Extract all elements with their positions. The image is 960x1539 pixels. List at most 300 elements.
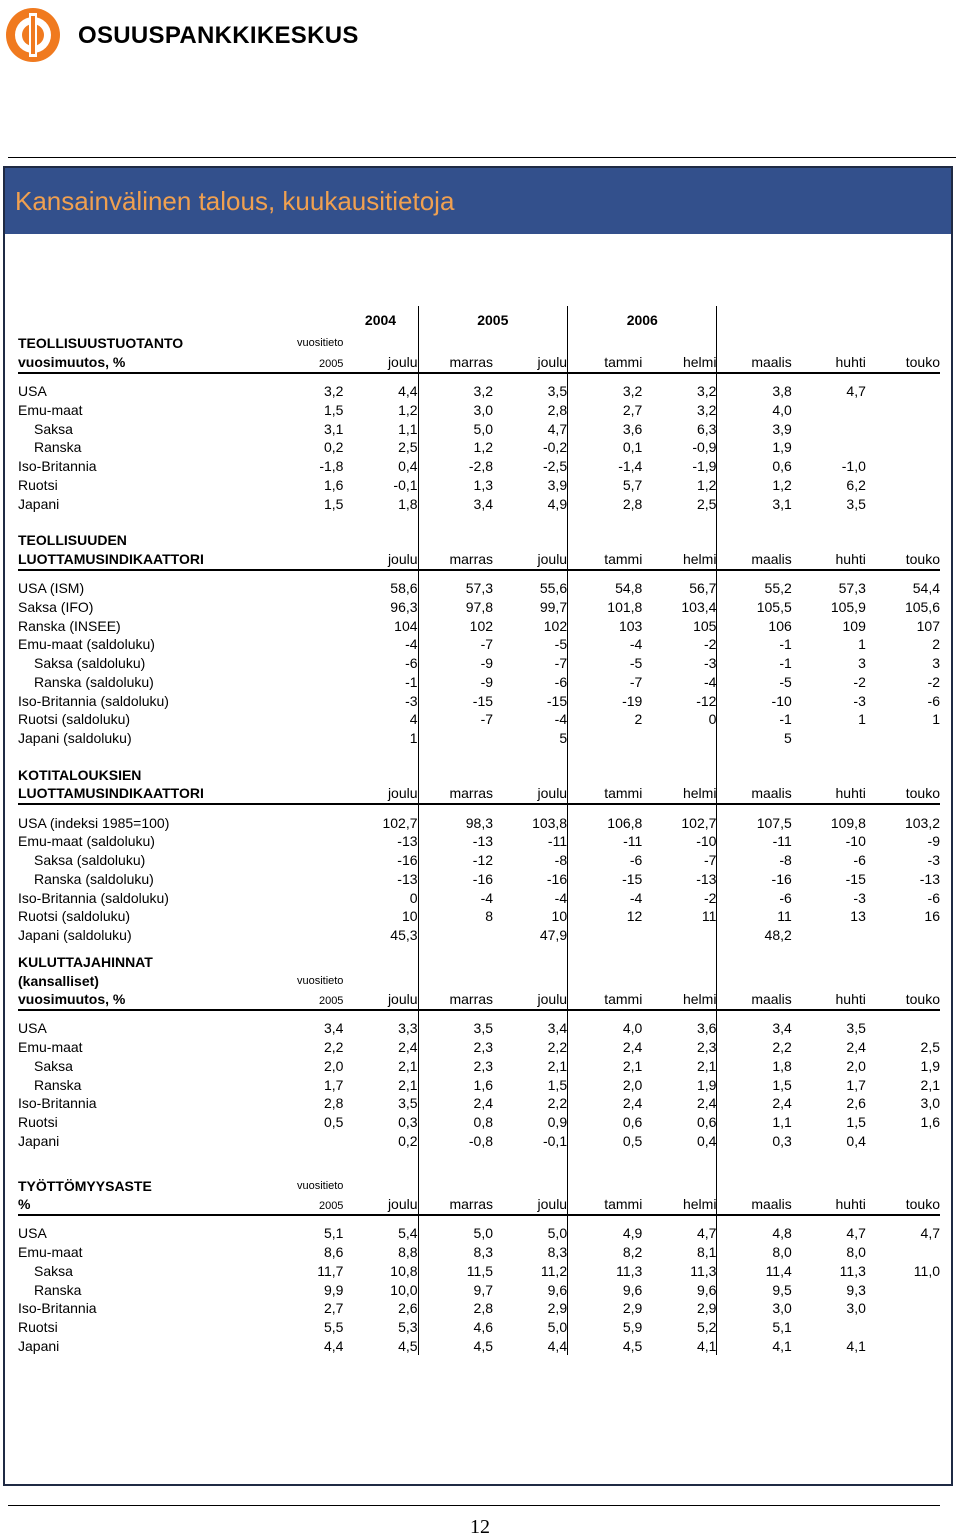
spacer — [282, 373, 343, 382]
table-cell: 4,4 — [343, 382, 418, 401]
table-row — [18, 1019, 940, 1038]
spacer — [866, 306, 940, 334]
table-cell: 1,2 — [473, 439, 494, 456]
table-cell: 5 — [783, 730, 792, 747]
spacer — [18, 1010, 282, 1019]
table-cell: 16 — [924, 908, 940, 925]
table-cell — [866, 401, 940, 420]
annual-header: vuositieto — [296, 974, 344, 987]
table-row — [18, 1262, 940, 1281]
table-row — [18, 691, 940, 710]
table-cell — [866, 1299, 940, 1318]
table-cell: 2,4 — [622, 1095, 643, 1112]
month-header: marras — [418, 784, 493, 804]
table-cell: 11,0 — [913, 1262, 940, 1279]
row-label: Ruotsi (saldoluku) — [18, 711, 131, 728]
annual-value — [282, 710, 343, 729]
table-cell: -4 — [343, 635, 418, 654]
empty-cell — [568, 766, 643, 785]
table-cell: 5,0 — [493, 1224, 568, 1243]
table-cell: 4,7 — [846, 383, 866, 400]
table-cell: 103,4 — [642, 598, 717, 617]
table-cell: 2,1 — [920, 1076, 940, 1093]
row-label: Ruotsi — [18, 1114, 58, 1131]
row-label: Emu-maat — [18, 1039, 83, 1056]
table-cell: 4,1 — [772, 1337, 792, 1354]
table-cell: -6 — [779, 889, 792, 906]
page-header — [0, 0, 960, 70]
spacer — [282, 306, 343, 334]
spacer — [568, 1168, 643, 1176]
section-title-row — [18, 334, 940, 353]
table-cell: 106 — [768, 617, 792, 634]
table-cell — [866, 382, 940, 401]
table-cell: -4 — [493, 888, 568, 907]
table-row — [18, 673, 940, 692]
table-cell — [568, 729, 643, 748]
section-title: (kansalliset) — [18, 972, 99, 989]
table-cell: 103 — [618, 617, 643, 634]
table-cell: 11,3 — [642, 1262, 717, 1281]
annual-value — [282, 635, 343, 654]
spacer — [866, 1010, 940, 1019]
empty-cell — [568, 531, 643, 550]
table-cell: -3 — [343, 691, 418, 710]
table-cell: 2,4 — [343, 1038, 418, 1057]
table-cell — [866, 476, 940, 495]
table-cell — [866, 1280, 940, 1299]
section-header-row — [18, 550, 940, 570]
table-cell: -6 — [629, 852, 643, 869]
table-cell: -9 — [480, 673, 494, 690]
table-row — [18, 382, 940, 401]
table-row — [18, 635, 940, 654]
annual-value: 1,6 — [323, 476, 344, 493]
table-cell: -9 — [480, 655, 494, 672]
table-cell: -7 — [629, 673, 643, 690]
empty-cell — [717, 1176, 792, 1195]
table-cell — [792, 926, 866, 945]
table-cell: 107 — [916, 617, 940, 634]
table-cell: 10 — [493, 907, 568, 926]
table-cell: 8,0 — [846, 1244, 866, 1261]
spacer — [343, 513, 418, 531]
table-cell: 54,8 — [615, 580, 643, 597]
spacer — [717, 373, 792, 382]
table-cell: 54,4 — [912, 580, 940, 597]
spacer — [792, 513, 866, 531]
spacer — [493, 748, 568, 766]
table-cell — [866, 457, 940, 476]
row-label: USA — [18, 1020, 47, 1037]
table-cell: 3,6 — [642, 1019, 717, 1038]
month-header: maalis — [717, 550, 792, 570]
section-title: TEOLLISUUDEN — [18, 532, 127, 549]
spacer — [568, 373, 643, 382]
spacer — [568, 1215, 643, 1224]
table-cell: 10,8 — [343, 1262, 418, 1281]
spacer — [568, 513, 643, 531]
annual-value: 0,2 — [323, 439, 344, 456]
table-cell: 1,9 — [920, 1057, 940, 1074]
empty-cell — [792, 766, 866, 785]
row-label: Emu-maat — [18, 1244, 83, 1261]
spacer — [493, 1010, 568, 1019]
table-cell: -16 — [472, 870, 494, 887]
table-cell: 3,6 — [622, 420, 643, 437]
table-cell: 45,3 — [343, 926, 418, 945]
table-cell: -1,0 — [841, 458, 866, 475]
table-cell — [792, 729, 866, 748]
spacer — [18, 1168, 282, 1176]
table-cell: 2,8 — [622, 495, 643, 512]
row-label: Saksa (saldoluku) — [34, 655, 146, 672]
annual-header — [282, 953, 343, 972]
month-header: marras — [418, 353, 493, 373]
month-header: tammi — [568, 1195, 643, 1215]
table-row — [18, 1132, 940, 1151]
table-cell: 3,3 — [343, 1019, 418, 1038]
section-title: KULUTTAJAHINNAT — [18, 953, 153, 970]
table-cell — [568, 926, 643, 945]
annual-value: 3,1 — [323, 420, 344, 437]
table-cell: -8 — [779, 852, 792, 869]
spacer — [568, 748, 643, 766]
empty-cell — [418, 334, 493, 353]
table-cell: 97,8 — [465, 598, 494, 615]
empty-cell — [343, 334, 418, 353]
table-cell: 2,1 — [343, 1057, 418, 1076]
row-label: Saksa — [34, 420, 73, 437]
spacer — [282, 1215, 343, 1224]
empty-cell — [642, 334, 717, 353]
table-cell: 1,9 — [772, 439, 792, 456]
table-cell: 3,0 — [920, 1095, 940, 1112]
row-label: Japani (saldoluku) — [18, 927, 132, 944]
table-row — [18, 926, 940, 945]
annual-value — [282, 691, 343, 710]
table-row — [18, 419, 940, 438]
table-cell: -5 — [629, 655, 643, 672]
section-header-row — [18, 353, 940, 373]
table-cell: 2,4 — [846, 1039, 866, 1056]
table-cell: -2 — [927, 673, 940, 690]
annual-value — [282, 888, 343, 907]
table-cell: 58,6 — [343, 579, 418, 598]
op-logo-icon — [6, 8, 60, 62]
row-label: Ranska (saldoluku) — [34, 870, 154, 887]
table-cell — [866, 494, 940, 513]
table-row — [18, 888, 940, 907]
table-cell: 1,3 — [473, 476, 494, 493]
table-cell — [418, 926, 493, 945]
table-cell: 5,1 — [772, 1319, 792, 1336]
table-cell: 8,3 — [473, 1244, 494, 1261]
table-cell — [866, 1132, 940, 1151]
annual-value — [282, 598, 343, 617]
table-cell: 1,7 — [846, 1076, 866, 1093]
table-row — [18, 1280, 940, 1299]
month-header: helmi — [642, 990, 717, 1010]
spacer — [18, 373, 282, 382]
table-cell: 107,5 — [756, 814, 792, 831]
table-row — [18, 1113, 940, 1132]
row-label: Saksa (saldoluku) — [34, 852, 146, 869]
table-cell: 55,2 — [764, 580, 792, 597]
empty-cell — [343, 971, 418, 990]
table-cell: 3,2 — [642, 401, 717, 420]
table-cell: 11 — [642, 907, 717, 926]
table-cell: 2,8 — [473, 1300, 494, 1317]
month-header: joulu — [343, 353, 418, 373]
table-cell: 5,3 — [343, 1318, 418, 1337]
title-banner — [5, 168, 951, 234]
table-cell: 0,6 — [642, 1113, 717, 1132]
table-cell: 0 — [642, 710, 717, 729]
annual-value: 1,5 — [323, 495, 344, 512]
table-cell: 8,0 — [772, 1244, 792, 1261]
table-cell: -13 — [343, 832, 418, 851]
annual-value: 8,6 — [323, 1244, 344, 1261]
spacer — [343, 570, 418, 579]
section-title: % — [18, 1195, 282, 1215]
table-cell: -16 — [343, 851, 418, 870]
month-header: marras — [418, 1195, 493, 1215]
table-cell: -4 — [480, 889, 494, 906]
table-cell: 2,7 — [622, 401, 643, 418]
spacer — [642, 1168, 717, 1176]
section-title: LUOTTAMUSINDIKAATTORI — [18, 784, 282, 804]
table-row — [18, 832, 940, 851]
table-cell: -2 — [642, 635, 717, 654]
row-label: Iso-Britannia — [18, 458, 97, 475]
table-cell: -6 — [853, 852, 866, 869]
section-title-row — [18, 971, 940, 990]
section-title: TEOLLISUUSTUOTANTO — [18, 335, 184, 352]
table-cell — [866, 1318, 940, 1337]
spacer — [493, 570, 568, 579]
table-row — [18, 729, 940, 748]
table-cell: -0,2 — [493, 438, 568, 457]
spacer — [282, 945, 343, 953]
table-cell: 2,9 — [622, 1300, 643, 1317]
table-cell: 4,8 — [772, 1225, 792, 1242]
spacer — [418, 804, 493, 813]
annual-value — [282, 673, 343, 692]
page-number: 12 — [470, 1516, 490, 1538]
annual-value: 0,5 — [323, 1114, 344, 1131]
spacer — [493, 804, 568, 813]
table-cell: -0,1 — [493, 1132, 568, 1151]
section-title: KOTITALOUKSIEN — [18, 766, 142, 783]
annual-value — [282, 654, 343, 673]
table-cell: 1,6 — [920, 1114, 940, 1131]
table-row — [18, 616, 940, 635]
annual-value — [282, 907, 343, 926]
table-cell: 3,5 — [846, 495, 866, 512]
month-header: touko — [866, 550, 940, 570]
table-cell: 105,6 — [904, 598, 940, 615]
section-title: LUOTTAMUSINDIKAATTORI — [18, 550, 282, 570]
table-cell: 106,8 — [607, 814, 643, 831]
row-label: Iso-Britannia — [18, 1095, 97, 1112]
spacer-row — [18, 804, 940, 813]
table-cell: 2,3 — [473, 1039, 494, 1056]
table-cell: -0,8 — [468, 1132, 494, 1149]
annual-value — [282, 851, 343, 870]
spacer — [792, 804, 866, 813]
table-row — [18, 813, 940, 832]
table-row — [18, 1299, 940, 1318]
table-cell: 1,1 — [343, 419, 418, 438]
empty-cell — [792, 971, 866, 990]
section-header-row — [18, 1195, 940, 1215]
table-cell: 3,9 — [772, 420, 792, 437]
empty-cell — [642, 953, 717, 972]
table-cell: 57,3 — [465, 580, 494, 597]
row-label: USA (ISM) — [18, 580, 85, 597]
table-cell: 103,2 — [904, 814, 940, 831]
spacer — [866, 1150, 940, 1168]
table-cell: 4,0 — [772, 401, 792, 418]
table-cell: 4 — [343, 710, 418, 729]
empty-cell — [866, 971, 940, 990]
table-cell: 3,0 — [473, 401, 494, 418]
annual-header — [282, 784, 343, 804]
spacer — [282, 570, 343, 579]
spacer — [866, 513, 940, 531]
table-cell: 2,5 — [343, 438, 418, 457]
table-cell: 1,2 — [772, 476, 792, 493]
table-cell: 8,1 — [642, 1243, 717, 1262]
spacer — [282, 804, 343, 813]
table-cell: 1,1 — [772, 1114, 792, 1131]
table-cell: 1,8 — [343, 494, 418, 513]
table-cell: 3,5 — [493, 382, 568, 401]
table-cell: -3 — [853, 889, 866, 906]
table-cell: 4,4 — [493, 1337, 568, 1356]
table-cell: -11 — [493, 832, 568, 851]
spacer — [792, 945, 866, 953]
table-cell: -16 — [771, 870, 792, 887]
table-cell: 48,2 — [764, 927, 792, 944]
table-cell: -2 — [642, 888, 717, 907]
footer-divider — [8, 1505, 940, 1506]
month-header: marras — [418, 990, 493, 1010]
month-header: huhti — [792, 550, 866, 570]
table-cell: 102 — [493, 616, 568, 635]
table-cell: 4,1 — [642, 1337, 717, 1356]
table-row — [18, 1337, 940, 1356]
table-cell: -12 — [642, 691, 717, 710]
table-cell: 103,8 — [493, 813, 568, 832]
table-cell: -1 — [343, 673, 418, 692]
table-cell: 6,3 — [642, 419, 717, 438]
table-cell: 0,6 — [622, 1114, 643, 1131]
spacer — [418, 1150, 493, 1168]
table-cell: 3,0 — [772, 1300, 792, 1317]
spacer — [343, 748, 418, 766]
spacer — [343, 373, 418, 382]
table-cell: 0 — [343, 888, 418, 907]
spacer — [717, 1168, 792, 1176]
table-cell: 3,8 — [772, 383, 792, 400]
empty-cell — [717, 766, 792, 785]
table-cell: 3 — [858, 655, 866, 672]
annual-value — [282, 813, 343, 832]
spacer — [792, 1010, 866, 1019]
statistics-table — [18, 306, 940, 1355]
month-header: joulu — [493, 784, 568, 804]
section-title: vuosimuutos, % — [18, 353, 282, 373]
empty-cell — [418, 531, 493, 550]
table-cell: 1 — [858, 636, 866, 653]
table-cell: 11,3 — [839, 1262, 866, 1279]
table-cell: -6 — [927, 692, 940, 709]
month-header: helmi — [642, 353, 717, 373]
spacer — [418, 1010, 493, 1019]
table-row — [18, 654, 940, 673]
empty-cell — [493, 1176, 568, 1195]
spacer — [642, 1215, 717, 1224]
table-cell: 1,6 — [473, 1076, 494, 1093]
table-cell: 3,9 — [493, 476, 568, 495]
table-cell: 0,4 — [846, 1132, 866, 1149]
table-cell: 9,6 — [493, 1280, 568, 1299]
table-cell: -13 — [343, 870, 418, 889]
table-cell — [866, 1337, 940, 1356]
table-cell: -3 — [927, 852, 940, 869]
table-cell: -3 — [853, 692, 866, 709]
spacer-row — [18, 945, 940, 953]
spacer — [418, 373, 493, 382]
table-cell: 2,6 — [343, 1299, 418, 1318]
annual-header: 2005 — [282, 1195, 343, 1215]
spacer — [642, 804, 717, 813]
spacer — [493, 1215, 568, 1224]
table-cell: -5 — [779, 673, 792, 690]
annual-value — [282, 579, 343, 598]
row-label: Japani (saldoluku) — [18, 730, 132, 747]
empty-cell — [717, 953, 792, 972]
spacer — [282, 1150, 343, 1168]
table-row — [18, 1224, 940, 1243]
table-cell: 2,4 — [772, 1095, 792, 1112]
spacer — [18, 570, 282, 579]
table-row — [18, 907, 940, 926]
table-cell: 2,3 — [642, 1038, 717, 1057]
table-row — [18, 1057, 940, 1076]
spacer — [792, 748, 866, 766]
empty-cell — [568, 1176, 643, 1195]
empty-cell — [343, 953, 418, 972]
spacer — [343, 1150, 418, 1168]
table-cell: 3,5 — [846, 1020, 866, 1037]
empty-cell — [568, 953, 643, 972]
spacer — [282, 1168, 343, 1176]
table-cell: 2 — [932, 636, 940, 653]
table-cell: 3,5 — [343, 1094, 418, 1113]
table-cell: 8,3 — [493, 1243, 568, 1262]
table-cell — [642, 926, 717, 945]
spacer — [18, 804, 282, 813]
table-cell: 102,7 — [343, 813, 418, 832]
table-cell: 9,7 — [473, 1281, 494, 1298]
table-cell: -6 — [343, 654, 418, 673]
row-label: Iso-Britannia (saldoluku) — [18, 889, 169, 906]
table-cell: 9,6 — [642, 1280, 717, 1299]
table-cell: 4,1 — [846, 1337, 866, 1354]
